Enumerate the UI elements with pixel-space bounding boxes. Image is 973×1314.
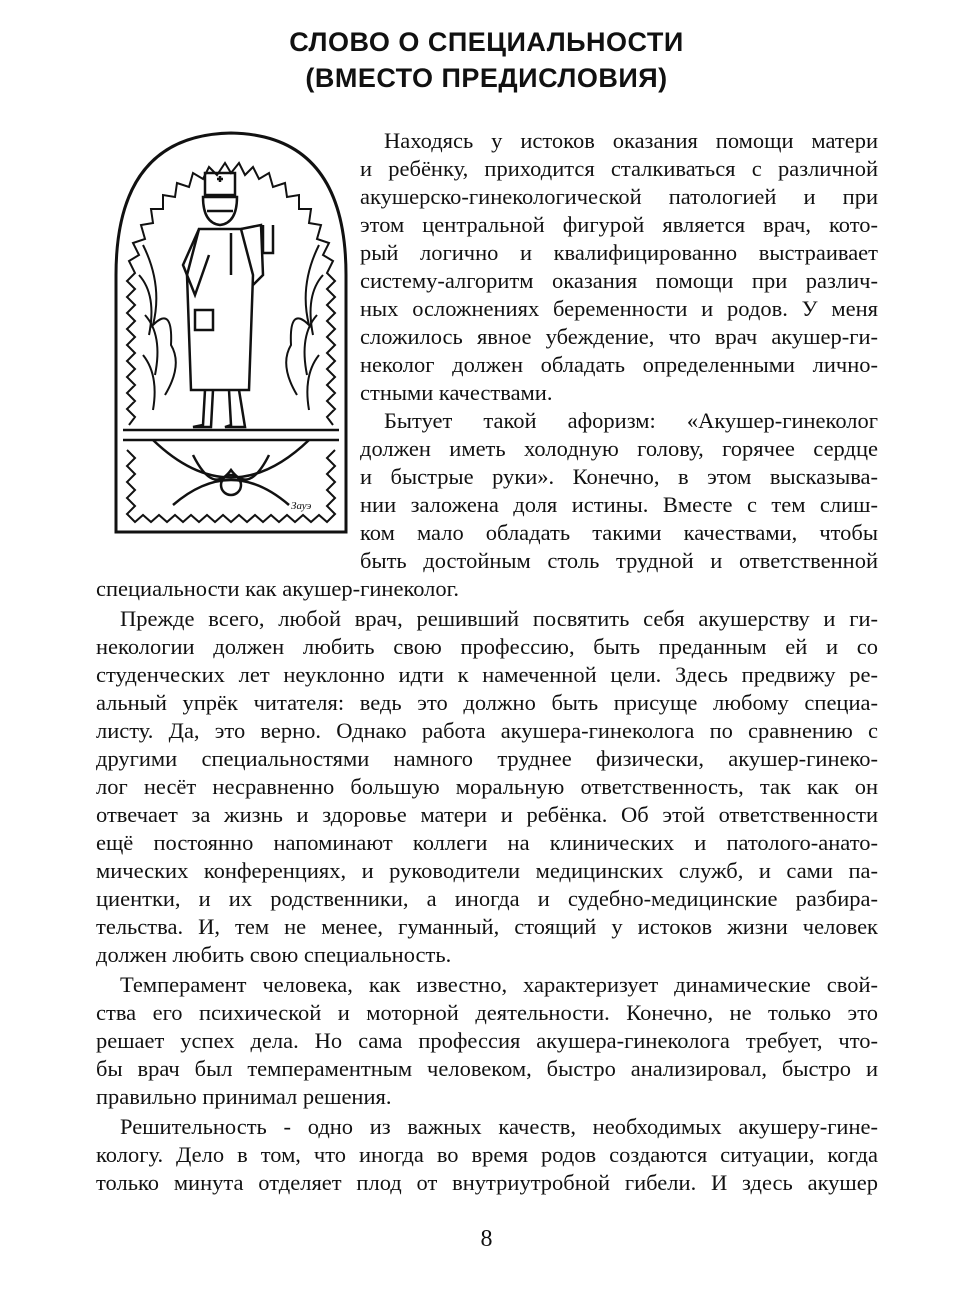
text-line: Решительность - одно из важных качеств, необходимых акушеру-гине- xyxy=(120,1114,878,1139)
text-line: рый логично и квалифицированно выстраивает xyxy=(360,240,878,265)
text-line: правильно принимал решения. xyxy=(96,1084,392,1109)
doctor-illustration xyxy=(113,125,349,535)
title-line-2: (ВМЕСТО ПРЕДИСЛОВИЯ) xyxy=(305,63,668,93)
page-title xyxy=(0,24,973,96)
doctor-figure xyxy=(183,173,273,427)
artist-signature: Зауэ xyxy=(291,500,312,512)
text-line: ных осложнениях беременности и родов. У меня xyxy=(360,296,878,321)
text-line: альный упрёк читателя: ведь это должно быть присуще любому специа- xyxy=(96,690,878,715)
text-line: должен иметь холодную голову, горячее сердце xyxy=(360,436,878,461)
text-line: мических конференциях, и руководители медицинских служб, и сами па- xyxy=(96,858,878,883)
text-line: лог несёт несравненно большую моральную ответственность, так как он xyxy=(96,774,878,799)
text-line: сложилось явное убеждение, что врач акушер-ги- xyxy=(360,324,878,349)
text-line: отвечает за жизнь и здоровье матери и ребёнка. Об этой ответственности xyxy=(96,802,878,827)
zigzag-border xyxy=(127,163,335,425)
text-line: систему-алгоритм оказания помощи при различ- xyxy=(360,268,878,293)
right-wing xyxy=(286,245,323,410)
text-line: нии заложена доля истины. Вместе с тем слиш- xyxy=(360,492,878,517)
text-line: Находясь у истоков оказания помощи матери xyxy=(384,128,878,153)
text-line: и ребёнку, приходится сталкиваться с различной xyxy=(360,156,878,181)
left-wing xyxy=(139,245,176,410)
text-line: листу. Да, это верно. Однако работа акушера-гинеколога по сравнению с xyxy=(96,718,878,743)
text-line: решает успех дела. Но сама профессия акушера-гинеколога требует, что- xyxy=(96,1028,878,1053)
text-line: Прежде всего, любой врач, решивший посвятить себя акушерству и ги- xyxy=(120,606,878,631)
text-line: циентки, и их родственники, а иногда и судебно-медицинские разбира- xyxy=(96,886,878,911)
illustration-frame xyxy=(116,133,346,532)
text-line: стными качествами. xyxy=(360,380,553,405)
text-line: ком мало обладать такими качествами, чтобы xyxy=(360,520,878,545)
text-line: неколог должен обладать определенными лично- xyxy=(360,352,878,377)
text-line: некологии должен любить свою профессию, быть преданным ей и со xyxy=(96,634,878,659)
text-line: бы врач был темпераментным человеком, быстро анализировал, быстро и xyxy=(96,1056,878,1081)
text-line: студенческих лет неуклонно идти к намеченной цели. Здесь предвижу ре- xyxy=(96,662,878,687)
text-line: должен любить свою специальность. xyxy=(96,942,452,967)
page-number: 8 xyxy=(480,1226,493,1252)
text-line: ства его психической и моторной деятельности. Конечно, не только это xyxy=(96,1000,878,1025)
text-line: только минута отделяет плод от внутриутробной гибели. И здесь акушер xyxy=(96,1170,878,1195)
text-line: этом центральной фигурой является врач, кото- xyxy=(360,212,878,237)
title-line-1: СЛОВО О СПЕЦИАЛЬНОСТИ xyxy=(289,27,684,57)
text-line: кологу. Дело в том, что иногда во время родов создаются ситуации, когда xyxy=(96,1142,878,1167)
pedestal xyxy=(123,430,339,505)
text-line: тельства. И, тем не менее, гуманный, стоящий у истоков жизни человек xyxy=(96,914,878,939)
text-line: другими специальностями намного труднее физически, акушер-гинеко- xyxy=(96,746,878,771)
text-line: и быстрые руки». Конечно, в этом высказыва- xyxy=(360,464,878,489)
text-line: специальности как акушер-гинеколог. xyxy=(96,576,459,601)
text-line: Бытует такой афоризм: «Акушер-гинеколог xyxy=(384,408,878,433)
text-line: быть достойным столь трудной и ответственной xyxy=(360,548,878,573)
text-line: ещё постоянно напоминают коллеги на клинических и патолого-анато- xyxy=(96,830,878,855)
text-line: Темперамент человека, как известно, характеризует динамические свой- xyxy=(120,972,878,997)
text-line: акушерско-гинекологической патологией и при xyxy=(360,184,878,209)
